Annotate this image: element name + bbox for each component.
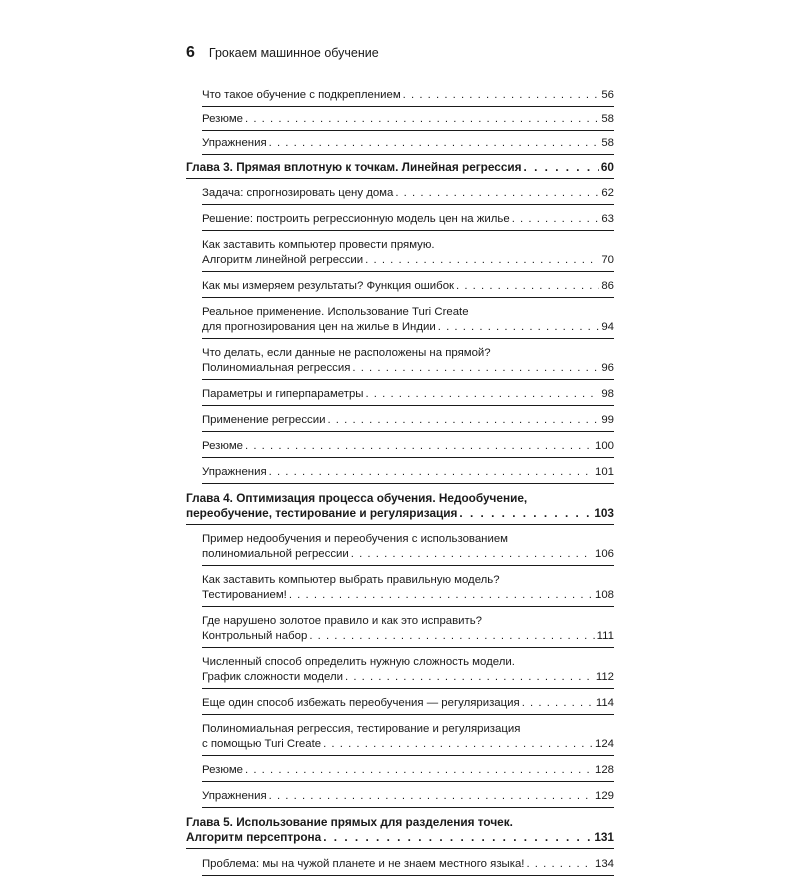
toc-entry[interactable] [202,279,614,298]
entry-divider [202,431,614,432]
toc-entry-row [202,253,614,268]
dot-leader [403,88,600,103]
toc-entry-title: Проблема: мы на чужой планете и не знаем местного языка! [202,858,525,870]
dot-leader [309,629,594,644]
toc-page-number: 62 [601,187,614,199]
toc-entry-title: переобучение, тестирование и регуляризация [186,506,458,520]
toc-page-number: 106 [594,548,614,560]
entry-divider [202,755,614,756]
page-number: 6 [186,44,195,61]
toc-entry-title: Упражнения [202,137,267,149]
toc-entry-row [202,112,614,127]
toc-entry[interactable] [202,465,614,484]
dot-leader [438,320,600,335]
toc-entry[interactable] [202,439,614,458]
entry-divider [202,457,614,458]
toc-entry[interactable] [202,238,614,272]
entry-divider [202,271,614,272]
dot-leader [269,136,600,151]
dot-leader [459,506,592,521]
toc-entry-title: Решение: построить регрессионную модель цен на жилье [202,213,510,225]
toc-page-number: 56 [601,89,614,101]
toc-entry-title-line: Реальное применение. Использование Turi Create [202,306,469,318]
toc-entry-title-line: Как заставить компьютер провести прямую. [202,239,435,251]
entry-divider [202,714,614,715]
toc-page-number: 63 [601,213,614,225]
book-title: Грокаем машинное обучение [208,46,379,60]
entry-divider [202,781,614,782]
toc-entry[interactable] [202,136,614,155]
toc-entry-title: Что такое обучение с подкреплением [202,89,401,101]
toc-entry-row [202,670,614,685]
entry-divider [202,565,614,566]
toc-entry-row [202,88,614,103]
entry-divider [202,297,614,298]
toc-entry-title: Алгоритм линейной регрессии [202,254,364,266]
toc-entry-title: Параметры и гиперпараметры [202,388,364,400]
toc-entry-title: Резюме [202,113,243,125]
toc-entry[interactable] [202,387,614,406]
toc-page-number: 103 [594,506,614,520]
toc-entry-title-line: Где нарушено золотое правило и как это исправить? [202,615,483,627]
toc-entry-row [202,212,614,227]
toc-page-number: 111 [596,630,614,642]
page-header [186,44,379,62]
toc-entry[interactable] [202,88,614,107]
toc-entry[interactable] [202,186,614,205]
toc-page-number: 131 [594,830,614,844]
dot-leader [526,857,593,872]
toc-entry[interactable] [202,722,614,756]
toc-entry[interactable] [202,696,614,715]
toc-entry-title: Упражнения [202,790,267,802]
dot-leader [524,160,599,175]
entry-divider [202,338,614,339]
table-of-contents [186,82,614,876]
toc-entry-title: Контрольный набор [202,630,308,642]
toc-entry-title-line: Глава 5. Использование прямых для разделения точек. [186,815,513,829]
dot-leader [456,279,599,294]
toc-entry[interactable] [202,789,614,808]
dot-leader [395,186,599,201]
toc-entry-row [202,789,614,804]
toc-chapter-entry[interactable] [186,815,614,849]
toc-page-number: 124 [594,738,614,750]
toc-entry-row [202,413,614,428]
toc-entry-row [186,506,614,521]
dot-leader [269,465,593,480]
toc-entry[interactable] [202,112,614,131]
toc-entry-row [202,547,614,562]
dot-leader [269,789,593,804]
toc-entry-row [202,136,614,151]
toc-entry-row [202,279,614,294]
toc-entry-title-line: Глава 4. Оптимизация процесса обучения. Недообучение, [186,491,528,505]
toc-entry[interactable] [202,614,614,648]
toc-entry-title: Глава 3. Прямая вплотную к точкам. Линейная регрессия [186,160,522,174]
dot-leader [245,112,599,127]
toc-entry-row [202,320,614,335]
entry-divider [186,848,614,849]
toc-entry-title-line: Полиномиальная регрессия, тестирование и регуляризация [202,723,521,735]
entry-divider [202,379,614,380]
entry-divider [202,807,614,808]
toc-entry[interactable] [202,857,614,876]
toc-page-number: 96 [601,362,614,374]
dot-leader [345,670,594,685]
toc-entry-row [186,830,614,845]
toc-page-number: 98 [601,388,614,400]
toc-entry-row [202,696,614,711]
toc-page-number: 108 [594,589,614,601]
toc-entry[interactable] [202,532,614,566]
entry-divider [186,178,614,179]
toc-page-number: 129 [594,790,614,802]
toc-entry-row [202,763,614,778]
toc-page-number: 99 [601,414,614,426]
toc-page-number: 128 [594,764,614,776]
toc-page-number: 112 [595,671,614,683]
entry-divider [202,647,614,648]
toc-entry-title: Применение регрессии [202,414,326,426]
entry-divider [202,130,614,131]
dot-leader [522,696,594,711]
toc-entry-title: Полиномиальная регрессия [202,362,351,374]
toc-entry-title: Задача: спрогнозировать цену дома [202,187,394,199]
dot-leader [365,253,599,268]
toc-entry-row [186,160,614,175]
toc-entry[interactable] [202,305,614,339]
toc-entry-title: Алгоритм персептрона [186,830,322,844]
toc-entry-title-line: Что делать, если данные не расположены на прямой? [202,347,491,359]
dot-leader [351,547,593,562]
toc-entry-row [202,387,614,402]
entry-divider [202,204,614,205]
dot-leader [245,763,593,778]
toc-page-number: 86 [601,280,614,292]
toc-entry-title-line: Как заставить компьютер выбрать правильную модель? [202,574,500,586]
dot-leader [323,830,592,845]
toc-entry-row [202,629,614,644]
toc-page-number: 94 [601,321,614,333]
toc-entry-row [202,439,614,454]
toc-entry-title: с помощью Turi Create [202,738,322,750]
toc-entry[interactable] [202,573,614,607]
toc-page-number: 101 [594,466,614,478]
dot-leader [365,387,599,402]
toc-entry-title: для прогнозирования цен на жилье в Индии [202,321,436,333]
toc-entry-row [202,737,614,752]
toc-entry-title: График сложности модели [202,671,343,683]
toc-chapter-entry[interactable] [186,491,614,525]
toc-entry-title: Как мы измеряем результаты? Функция ошибок [202,280,455,292]
toc-entry[interactable] [202,413,614,432]
toc-entry-title-line: Численный способ определить нужную сложность модели. [202,656,515,668]
entry-divider [202,154,614,155]
toc-page-number: 134 [594,858,614,870]
toc-page-number: 58 [601,113,614,125]
toc-entry-title: Упражнения [202,466,267,478]
toc-page-number: 114 [595,697,614,709]
toc-entry-row [202,588,614,603]
entry-divider [186,524,614,525]
dot-leader [352,361,599,376]
dot-leader [289,588,593,603]
dot-leader [323,737,593,752]
toc-page-number: 60 [600,160,614,174]
toc-entry-title: Еще один способ избежать переобучения — регуляризация [202,697,520,709]
entry-divider [202,688,614,689]
toc-page-number: 58 [601,137,614,149]
toc-entry-title: Резюме [202,440,243,452]
toc-entry[interactable] [202,763,614,782]
toc-entry-title: полиномиальной регрессии [202,548,349,560]
toc-entry-row [202,465,614,480]
toc-entry-row [202,186,614,201]
entry-divider [202,230,614,231]
entry-divider [202,106,614,107]
toc-entry[interactable] [202,346,614,380]
toc-entry[interactable] [202,212,614,231]
toc-entry-row [202,857,614,872]
toc-entry-title: Тестированием! [202,589,287,601]
toc-page-number: 70 [601,254,614,266]
dot-leader [512,212,600,227]
toc-entry-title-line: Пример недообучения и переобучения с использованием [202,533,508,545]
dot-leader [327,413,599,428]
entry-divider [202,483,614,484]
toc-page-number: 100 [594,440,614,452]
toc-chapter-entry[interactable] [186,160,614,179]
toc-entry-row [202,361,614,376]
toc-entry[interactable] [202,655,614,689]
dot-leader [245,439,593,454]
entry-divider [202,606,614,607]
entry-divider [202,405,614,406]
toc-entry-title: Резюме [202,764,243,776]
